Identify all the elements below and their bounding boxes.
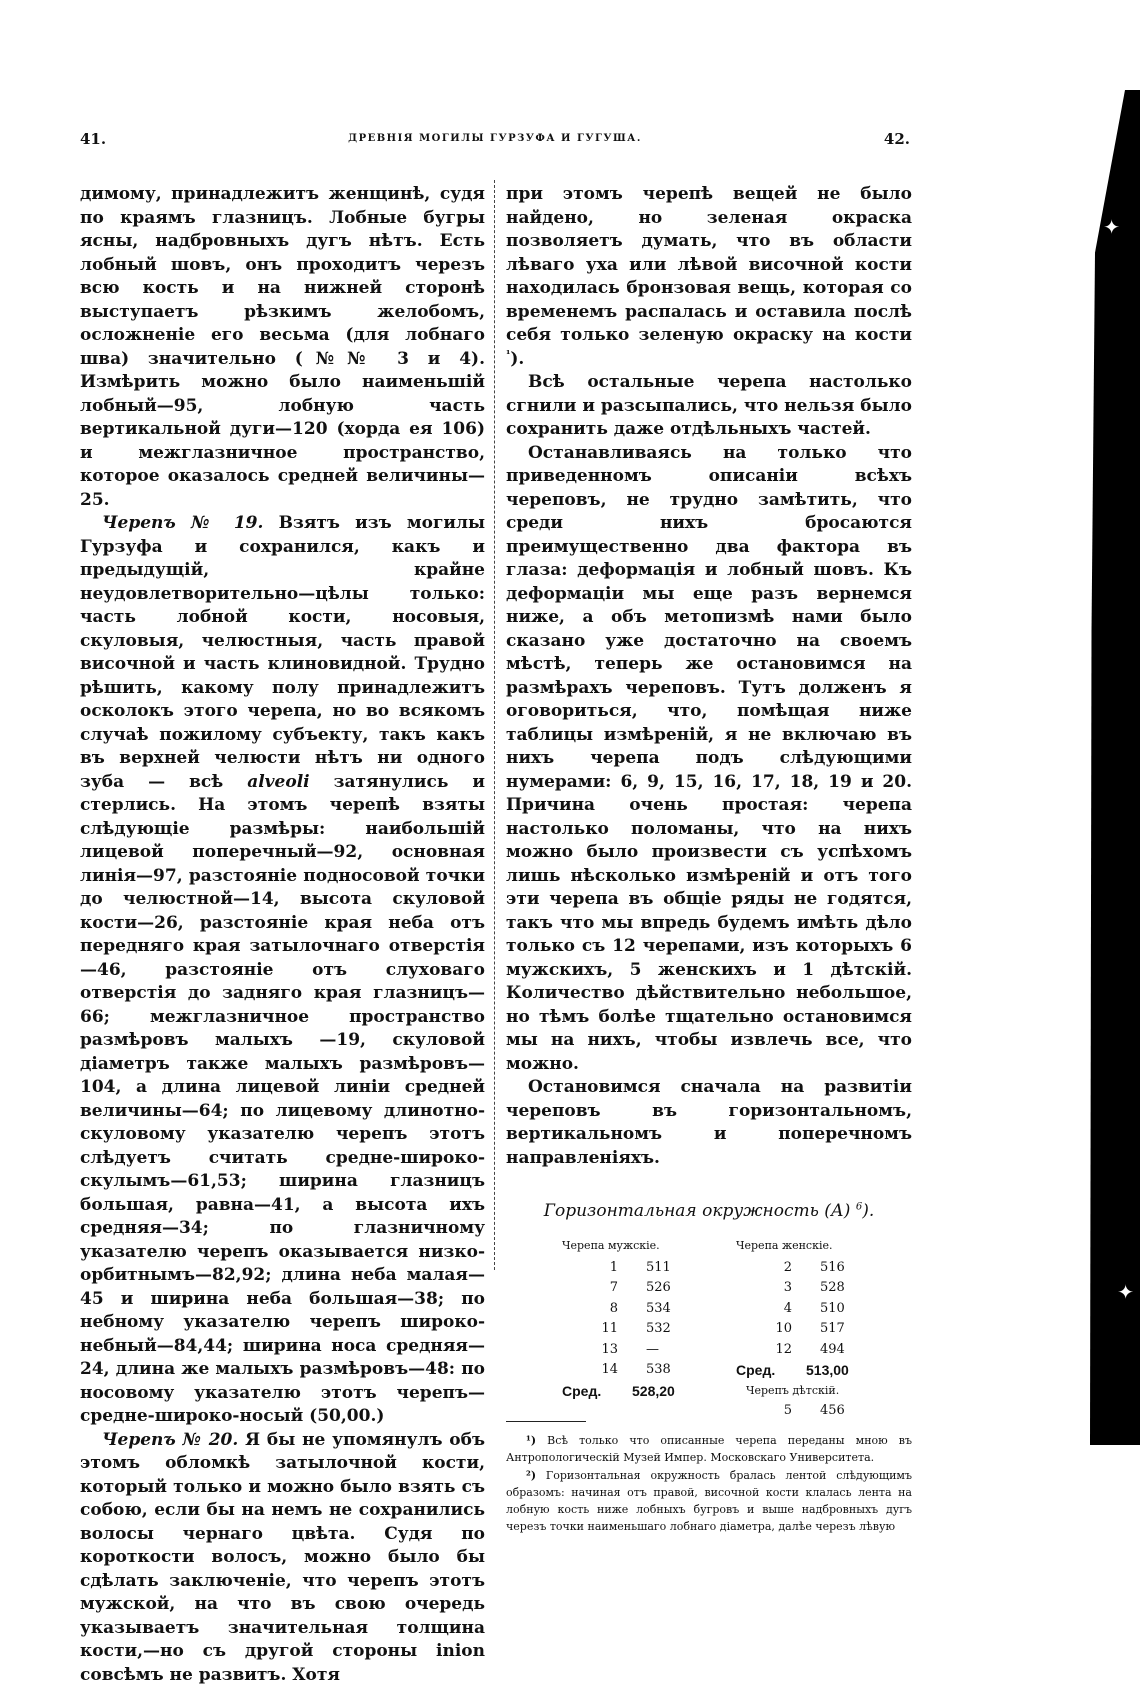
average-label: Сред. bbox=[562, 1381, 632, 1402]
paragraph bbox=[80, 183, 485, 512]
table-row bbox=[562, 1340, 706, 1361]
male-rows bbox=[562, 1258, 706, 1381]
skull-value: 528 bbox=[820, 1278, 880, 1299]
paragraph-text: при этомъ черепѣ вещей не было найдено, но зеленая окраска позволяетъ думать, что въ области лѣваго уха или лѣвой височной кости находилась бронзовая вещь, которая со временемъ распалась и оставила послѣ себя только зеленую окраску на кости bbox=[506, 184, 912, 345]
skull-number: 7 bbox=[562, 1278, 646, 1299]
skull-value: 516 bbox=[820, 1258, 880, 1279]
female-skulls-column bbox=[736, 1236, 880, 1422]
table-title-text: Горизонтальная окружность (А) bbox=[544, 1201, 851, 1221]
skull-number: 4 bbox=[736, 1299, 820, 1320]
paragraph-skull-19 bbox=[80, 512, 485, 1429]
page-number-right: 42. bbox=[884, 130, 910, 148]
child-header: Черепъ дѣтскій. bbox=[736, 1381, 880, 1401]
table-row bbox=[736, 1299, 880, 1320]
paragraph-end: ). bbox=[510, 349, 524, 369]
paragraph: Всѣ остальные черепа настолько сгнили и разсыпались, что нельзя было сохранить даже отдѣльныхъ частей. bbox=[506, 371, 912, 442]
measurement-table bbox=[506, 1236, 912, 1421]
page-header bbox=[80, 130, 910, 152]
latin-term: alveoli bbox=[247, 772, 309, 792]
page-number-left: 41. bbox=[80, 130, 106, 148]
paragraph: Останавливаясь на только что приведенномъ описаніи всѣхъ череповъ, не трудно замѣтить, что среди нихъ бросаются преимущественно два фактора въ глаза: деформація и лобный шовъ. Къ деформаціи мы еще разъ вернемся ниже, а объ метопизмѣ нами было сказано уже достаточно на своемъ мѣстѣ, теперь же остановимся на размѣрахъ череповъ. Тутъ долженъ я оговориться, что, помѣщая ниже таблицы измѣреній, я не включаю въ нихъ черепа подъ слѣдующими нумерами: 6, 9, 15, 16, 17, 18, 19 и 20. Причина очень простая: черепа настолько поломаны, что на нихъ можно было произвести съ успѣхомъ лишь нѣсколько измѣреній и отъ того эти черепа въ общіе ряды не годятся, такъ что мы впредь будемъ имѣть дѣло только съ 12 черепами, изъ которыхъ 6 мужскихъ, 5 женскихъ и 1 дѣтскій. Количество дѣйствительно небольшое, но тѣмъ болѣе тщательно остановимся мы на нихъ, чтобы извлечь все, что можно. bbox=[506, 442, 912, 1077]
skull-number: 2 bbox=[736, 1258, 820, 1279]
table-row bbox=[736, 1340, 880, 1361]
skull-value: 517 bbox=[820, 1319, 880, 1340]
skull-label: Черепъ № 19. bbox=[102, 513, 263, 533]
footnotes bbox=[506, 1432, 912, 1535]
skull-value: 510 bbox=[820, 1299, 880, 1320]
average-row bbox=[736, 1360, 880, 1381]
male-skulls-column bbox=[562, 1236, 706, 1402]
scan-edge-shadow bbox=[1090, 90, 1140, 1445]
table-row bbox=[736, 1319, 880, 1340]
paragraph bbox=[506, 183, 912, 371]
footnote bbox=[506, 1467, 912, 1535]
table-row bbox=[736, 1278, 880, 1299]
skull-number: 1 bbox=[562, 1258, 646, 1279]
column-header: Черепа женскіе. bbox=[736, 1236, 880, 1258]
average-value: 513,00 bbox=[806, 1360, 866, 1381]
female-rows bbox=[736, 1258, 880, 1361]
skull-number: 14 bbox=[562, 1360, 646, 1381]
average-row bbox=[562, 1381, 706, 1402]
scan-mark-bottom: ✦ bbox=[1117, 1280, 1134, 1304]
skull-number: 8 bbox=[562, 1299, 646, 1320]
skull-value: 532 bbox=[646, 1319, 706, 1340]
footnote-ref: 6 bbox=[856, 1201, 862, 1212]
footnote-mark: ²) bbox=[526, 1469, 536, 1482]
footnote-mark: ¹) bbox=[526, 1434, 536, 1447]
footnote-text: Горизонтальная окружность бралась лентой слѣдующимъ образомъ: начиная отъ правой, височной кости клалась лента на лобную кость ниже лобныхъ бугровъ и выше надбровныхъ дугъ черезъ точки наименьшаго лобнаго діаметра, далѣе черезъ лѣвую bbox=[506, 1469, 912, 1533]
footnote-ref: ¹ bbox=[506, 349, 510, 360]
paragraph-text: димому, принадлежитъ женщинѣ, судя по краямъ глазницъ. Лобные бугры ясны, надбровныхъ дугъ нѣтъ. Есть лобный шовъ, онъ проходитъ черезъ всю кость и на нижней сторонѣ выступаетъ рѣзкимъ желобомъ, осложненіе его весьма (для лобнаго шва) значительно (№№ 3 и 4). Измѣрить можно было наименьшій лобный—95, лобную часть вертикальной дуги—120 (хорда ея 106) и межглазничное пространство, которое оказалось средней величины—25. bbox=[80, 184, 485, 510]
skull-number: 13 bbox=[562, 1340, 646, 1361]
table-row bbox=[562, 1299, 706, 1320]
table-title-end: ). bbox=[862, 1201, 874, 1221]
table-title bbox=[506, 1200, 912, 1224]
skull-value: 534 bbox=[646, 1299, 706, 1320]
scan-mark-top: ✦ bbox=[1103, 215, 1120, 239]
table-row bbox=[562, 1278, 706, 1299]
paragraph: Остановимся сначала на развитіи череповъ въ горизонтальномъ, вертикальномъ и поперечномъ направленіяхъ. bbox=[506, 1076, 912, 1170]
skull-value: 526 bbox=[646, 1278, 706, 1299]
column-header: Черепа мужскіе. bbox=[562, 1236, 706, 1258]
paragraph-text: Я бы не упомянулъ объ этомъ обломкѣ затылочной кости, который только и можно было взять съ собою, если бы на немъ не сохранились волосы чернаго цвѣта. Судя по короткости волосъ, можно было бы сдѣлать заключеніе, что черепъ этотъ мужской, на что въ свою очередь указываетъ значительная толщина кости,—но съ другой стороны inion совсѣмъ не развитъ. Хотя bbox=[80, 1430, 485, 1685]
average-label: Сред. bbox=[736, 1360, 806, 1381]
skull-label: Черепъ № 20. bbox=[102, 1430, 238, 1450]
table-row bbox=[736, 1401, 880, 1422]
footnote bbox=[506, 1432, 912, 1466]
left-column bbox=[80, 183, 485, 1687]
skull-number: 10 bbox=[736, 1319, 820, 1340]
running-title: ДРЕВНІЯ МОГИЛЫ ГУРЗУФА И ГУГУША. bbox=[80, 133, 910, 144]
footnote-text: Всѣ только что описанные черепа переданы мною въ Антропологическій Музей Импер. Московскаго Университета. bbox=[506, 1434, 912, 1464]
paragraph-text: затянулись и стерлись. На этомъ черепѣ взяты слѣдующіе размѣры: наибольшій лицевой поперечный—92, основная линія—97, разстояніе подносовой точки до челюстной—14, высота скуловой кости—26, разстояніе края неба отъ передняго края затылочнаго отверстія—46, разстояніе отъ слуховаго отверстія до задняго края глазницъ—66; межглазничное пространство размѣровъ малыхъ —19, скуловой діаметръ также малыхъ размѣровъ—104, а длина лицевой линіи средней величины—64; по лицевому длинотно-скуловому указателю черепъ этотъ слѣдуетъ считать средне-широко-скулымъ—61,53; ширина глазницъ большая, равна—41, а высота ихъ средняя—34; по глазничному указателю черепъ оказывается низко-орбитнымъ—82,92; длина неба малая—45 и ширина неба большая—38; по небному указателю черепъ широко-небный—84,44; ширина носа средняя—24, длина же малыхъ размѣровъ—48: по носовому указателю этотъ черепъ—средне-широко-носый (50,00.) bbox=[80, 772, 485, 1427]
table-row bbox=[562, 1360, 706, 1381]
table-row bbox=[562, 1319, 706, 1340]
skull-value: — bbox=[646, 1340, 706, 1361]
skull-value: 456 bbox=[820, 1401, 880, 1422]
paragraph-text: Взятъ изъ могилы Гурзуфа и сохранился, какъ и предыдущій, крайне неудовлетворительно—цѣлы только: часть лобной кости, носовыя, скуловыя, челюстныя, часть правой височной и часть клиновидной. Трудно рѣшить, какому полу принадлежитъ осколокъ этого черепа, но во всякомъ случаѣ пожилому субъекту, такъ какъ въ верхней челюсти нѣтъ ни одного зуба — всѣ bbox=[80, 513, 485, 792]
skull-value: 511 bbox=[646, 1258, 706, 1279]
column-divider bbox=[494, 180, 495, 1270]
skull-number: 3 bbox=[736, 1278, 820, 1299]
skull-number: 12 bbox=[736, 1340, 820, 1361]
skull-number: 5 bbox=[736, 1401, 820, 1422]
footnote-rule bbox=[506, 1421, 586, 1422]
average-value: 528,20 bbox=[632, 1381, 692, 1402]
paragraph-skull-20 bbox=[80, 1429, 485, 1687]
skull-value: 538 bbox=[646, 1360, 706, 1381]
right-column bbox=[506, 183, 912, 1536]
table-row bbox=[562, 1258, 706, 1279]
table-row bbox=[736, 1258, 880, 1279]
skull-value: 494 bbox=[820, 1340, 880, 1361]
skull-number: 11 bbox=[562, 1319, 646, 1340]
